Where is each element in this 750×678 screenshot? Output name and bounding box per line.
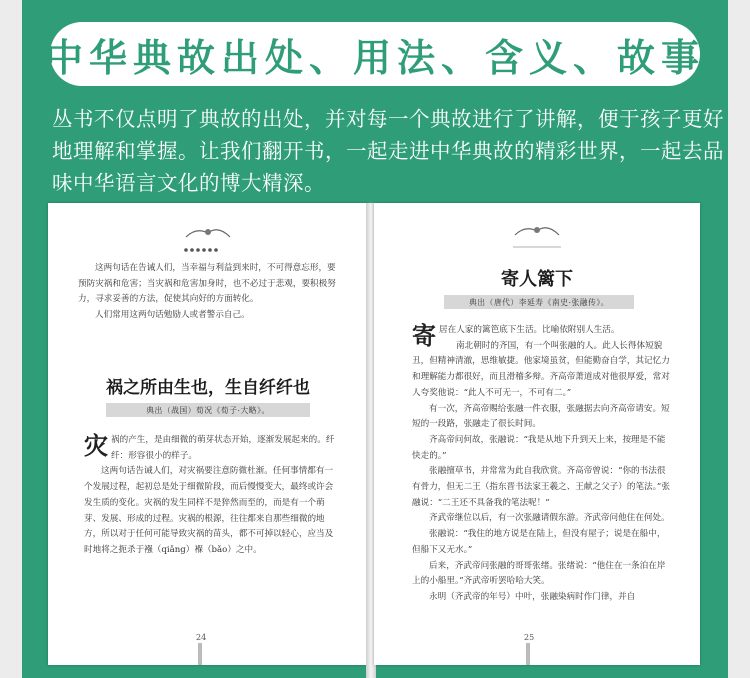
paragraph-text: 祸的产生，是由细微的萌芽状态开始，逐渐发展起来的。纤纤：形容很小的样子。 [111,435,335,461]
description-line: 味中华语言文化的博大精深。 [52,171,325,195]
paragraph [84,433,340,464]
paragraph: 南北朝时的齐国，有一个叫张融的人。此人长得体短貌丑，但精神清澈，思维敏捷。他家境虽贫，但能勤奋自学，其记忆力和理解能力都很好，而且滑稽多辩。齐高帝萧道成对他很厚爱，常对人夸奖他说：“此人不可无一，不可有二。” [412,340,670,398]
text-block-body [84,433,340,559]
paragraph: 后来，齐武帝问张融的哥哥张绪。张绪说：“他住在一条泊在岸上的小船里。”齐武帝听罢哈哈大笑。 [412,560,666,587]
paragraph: 这两句话在告诫人们，当幸福与利益到来时，不可得意忘形，要预防灾祸和危害；当灾祸和危害加身时，也不必过于悲观，要积极努力，寻求妥善的方法，促使其向好的方面转化。 [78,263,336,305]
banner-title: 中华典故出处、用法、含义、故事 [45,35,706,80]
text-block-top [78,261,340,324]
paragraph [412,321,674,350]
paragraph: 永明（齐武帝的年号）中叶，张融染病时作门律，并自 [429,591,636,602]
description-line: 地理解和掌握。让我们翻开书，一起走进中华典故的精彩世界，一起去品 [52,139,724,163]
paragraph: 有一次，齐高帝赐给张融一件衣服，张融据去向齐高帝请安。短短的一段路，张融走了很长时间。 [412,403,670,430]
open-book [48,203,700,678]
title-banner [45,22,706,86]
page-number: 25 [524,633,535,642]
dropcap: 寄 [412,321,436,350]
dropcap: 灾 [84,431,108,460]
paragraph: 这两句话告诫人们，对灾祸要注意防微杜渐。任何事情都有一个发展过程，起初总是处于细微阶段，而后慢慢变大，最终或许会发生质的变化。灾祸的发生同样不是猝然而至的，而是有一个萌芽、发展、形成的过程。灾祸的根源，往往都来自那些细微的地方，所以对于任何可能导致灾祸的苗头，都不可掉以轻心，应当及时地将之扼杀于襁（qiǎng）褓（bǎo）之中。 [84,466,334,555]
paragraph: 齐高帝问何故，张融说：“我是从地下升到天上来，按理是不能快走的。” [412,434,666,461]
text-block-body [412,323,674,606]
ornament-icon [507,215,567,251]
page-number: 24 [196,633,207,642]
paragraph: 张融擅草书，并常常为此自我欣赏。齐高帝曾说：“你的书法很有骨力，但无二王（指东晋书法家王羲之、王献之父子）的笔法。”张融说：“二王还不具备我的笔法呢！” [412,466,670,508]
page-tab [526,643,530,665]
book-page-left [48,203,368,665]
section-title: 寄人篱下 [501,269,573,290]
source-bar: 典出（战国）荀况《荀子·大略》。 [106,403,310,417]
paragraph: 齐武帝继位以后，有一次张融请假东游。齐武帝问他住在何处。 [429,513,670,524]
book-page-right [374,203,700,665]
paragraph-text: 居在人家的篱笆底下生活。比喻依附别人生活。 [439,325,620,335]
description [52,103,724,199]
description-line: 丛书不仅点明了典故的出处，并对每一个典故进行了讲解，便于孩子更好 [52,107,724,131]
ornament-icon [178,215,238,253]
page-tab [198,643,202,665]
source-bar: 典出（唐代）李延寿《南史·张融传》。 [444,295,634,309]
section-title: 祸之所由生也，生自纤纤也 [106,378,310,398]
paragraph: 张融说：“我住的地方说是在陆上，但没有屋子；说是在船中，但船下又无水。” [412,529,666,555]
paragraph: 人们常用这两句话勉励人或者警示自己。 [95,310,250,321]
